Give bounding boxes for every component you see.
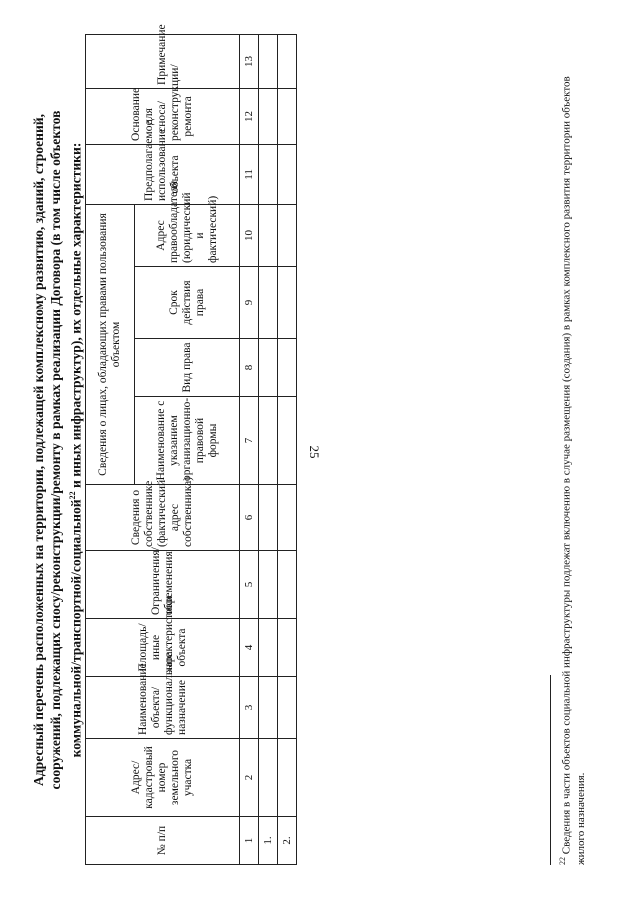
table-row bbox=[278, 34, 297, 864]
table-cell bbox=[278, 34, 297, 88]
subcol-header-right-type: Вид права bbox=[135, 339, 240, 397]
col-header-owner: Сведения о собственнике (фактический адрес собственника) bbox=[86, 485, 240, 551]
table-cell bbox=[278, 397, 297, 485]
column-number: 1 bbox=[240, 817, 259, 865]
col-header-num: № п/п bbox=[86, 817, 240, 865]
subcol-header-holder-address: Адрес правообладателя (юридический и фактический) bbox=[135, 204, 240, 266]
col-header-intended-use: Предполагаемое использование объекта bbox=[86, 144, 240, 204]
table-cell bbox=[259, 677, 278, 739]
col-header-note: Примечание bbox=[86, 34, 240, 88]
heading-text: Адресный перечень расположенных на территории, подлежащей комплексному развитию, зданий, строений, сооружений, подлежащих сносу/реконструкции/ремонту в рамках реализации Договора (в том числе объектов коммунальной/транспортной/социальной bbox=[31, 110, 84, 790]
table-cell bbox=[259, 144, 278, 204]
table-cell bbox=[259, 551, 278, 619]
table-cell bbox=[278, 267, 297, 339]
table-header-row bbox=[86, 34, 135, 864]
column-number: 7 bbox=[240, 397, 259, 485]
table-cell bbox=[278, 339, 297, 397]
table-cell bbox=[259, 739, 278, 817]
heading-text-after: и иных инфраструктур), их отдельные характеристики: bbox=[68, 142, 84, 492]
table-cell bbox=[259, 397, 278, 485]
column-number-row bbox=[240, 34, 259, 864]
subcol-header-holder-name: Наименование с указанием организационно-правовой формы bbox=[135, 397, 240, 485]
column-number: 8 bbox=[240, 339, 259, 397]
col-header-object-name: Наименование объекта/ функциональное назначение bbox=[86, 677, 240, 739]
col-header-address: Адрес/ кадастровый номер земельного участка bbox=[86, 739, 240, 817]
footnote-divider bbox=[550, 675, 551, 865]
table-cell bbox=[278, 619, 297, 677]
table-cell bbox=[259, 267, 278, 339]
table-cell bbox=[259, 204, 278, 266]
subcol-header-right-term: Срок действия права bbox=[135, 267, 240, 339]
heading-footnote-ref: 22 bbox=[68, 491, 77, 500]
table-cell bbox=[259, 34, 278, 88]
column-number: 12 bbox=[240, 88, 259, 144]
column-number: 9 bbox=[240, 267, 259, 339]
table-cell bbox=[259, 339, 278, 397]
table-cell bbox=[259, 485, 278, 551]
objects-table bbox=[85, 24, 297, 865]
table-row bbox=[259, 34, 278, 864]
column-number: 3 bbox=[240, 677, 259, 739]
page-number: 25 bbox=[307, 445, 322, 459]
table-cell bbox=[278, 551, 297, 619]
col-header-demolition-basis: Основание для сноса/ реконструкции/ ремонта bbox=[86, 88, 240, 144]
column-number: 5 bbox=[240, 551, 259, 619]
column-number: 2 bbox=[240, 739, 259, 817]
column-number: 13 bbox=[240, 34, 259, 88]
footnote-text: Сведения в части объектов социальной инфраструктуры подлежат включению в случае размещения (создания) в рамках комплексного развития территории объектов жилого назначения. bbox=[560, 76, 587, 865]
footnote-ref: 22 bbox=[558, 857, 567, 865]
row-number: 1. bbox=[259, 817, 278, 865]
column-number: 4 bbox=[240, 619, 259, 677]
table-cell bbox=[278, 144, 297, 204]
table-cell bbox=[278, 204, 297, 266]
row-number: 2. bbox=[278, 817, 297, 865]
table-cell bbox=[278, 677, 297, 739]
table-cell bbox=[278, 739, 297, 817]
table-cell bbox=[278, 88, 297, 144]
table-cell bbox=[278, 485, 297, 551]
col-header-restrictions: Ограничения/ обременения bbox=[86, 551, 240, 619]
table-cell bbox=[259, 88, 278, 144]
table-cell bbox=[259, 619, 278, 677]
table-heading bbox=[30, 95, 85, 805]
col-header-area: Площадь/иные характеристики объекта bbox=[86, 619, 240, 677]
column-number: 11 bbox=[240, 144, 259, 204]
column-number: 10 bbox=[240, 204, 259, 266]
footnote bbox=[556, 45, 588, 865]
column-number: 6 bbox=[240, 485, 259, 551]
col-header-rights-holders: Сведения о лицах, обладающих правами пользования объектом bbox=[86, 204, 135, 484]
